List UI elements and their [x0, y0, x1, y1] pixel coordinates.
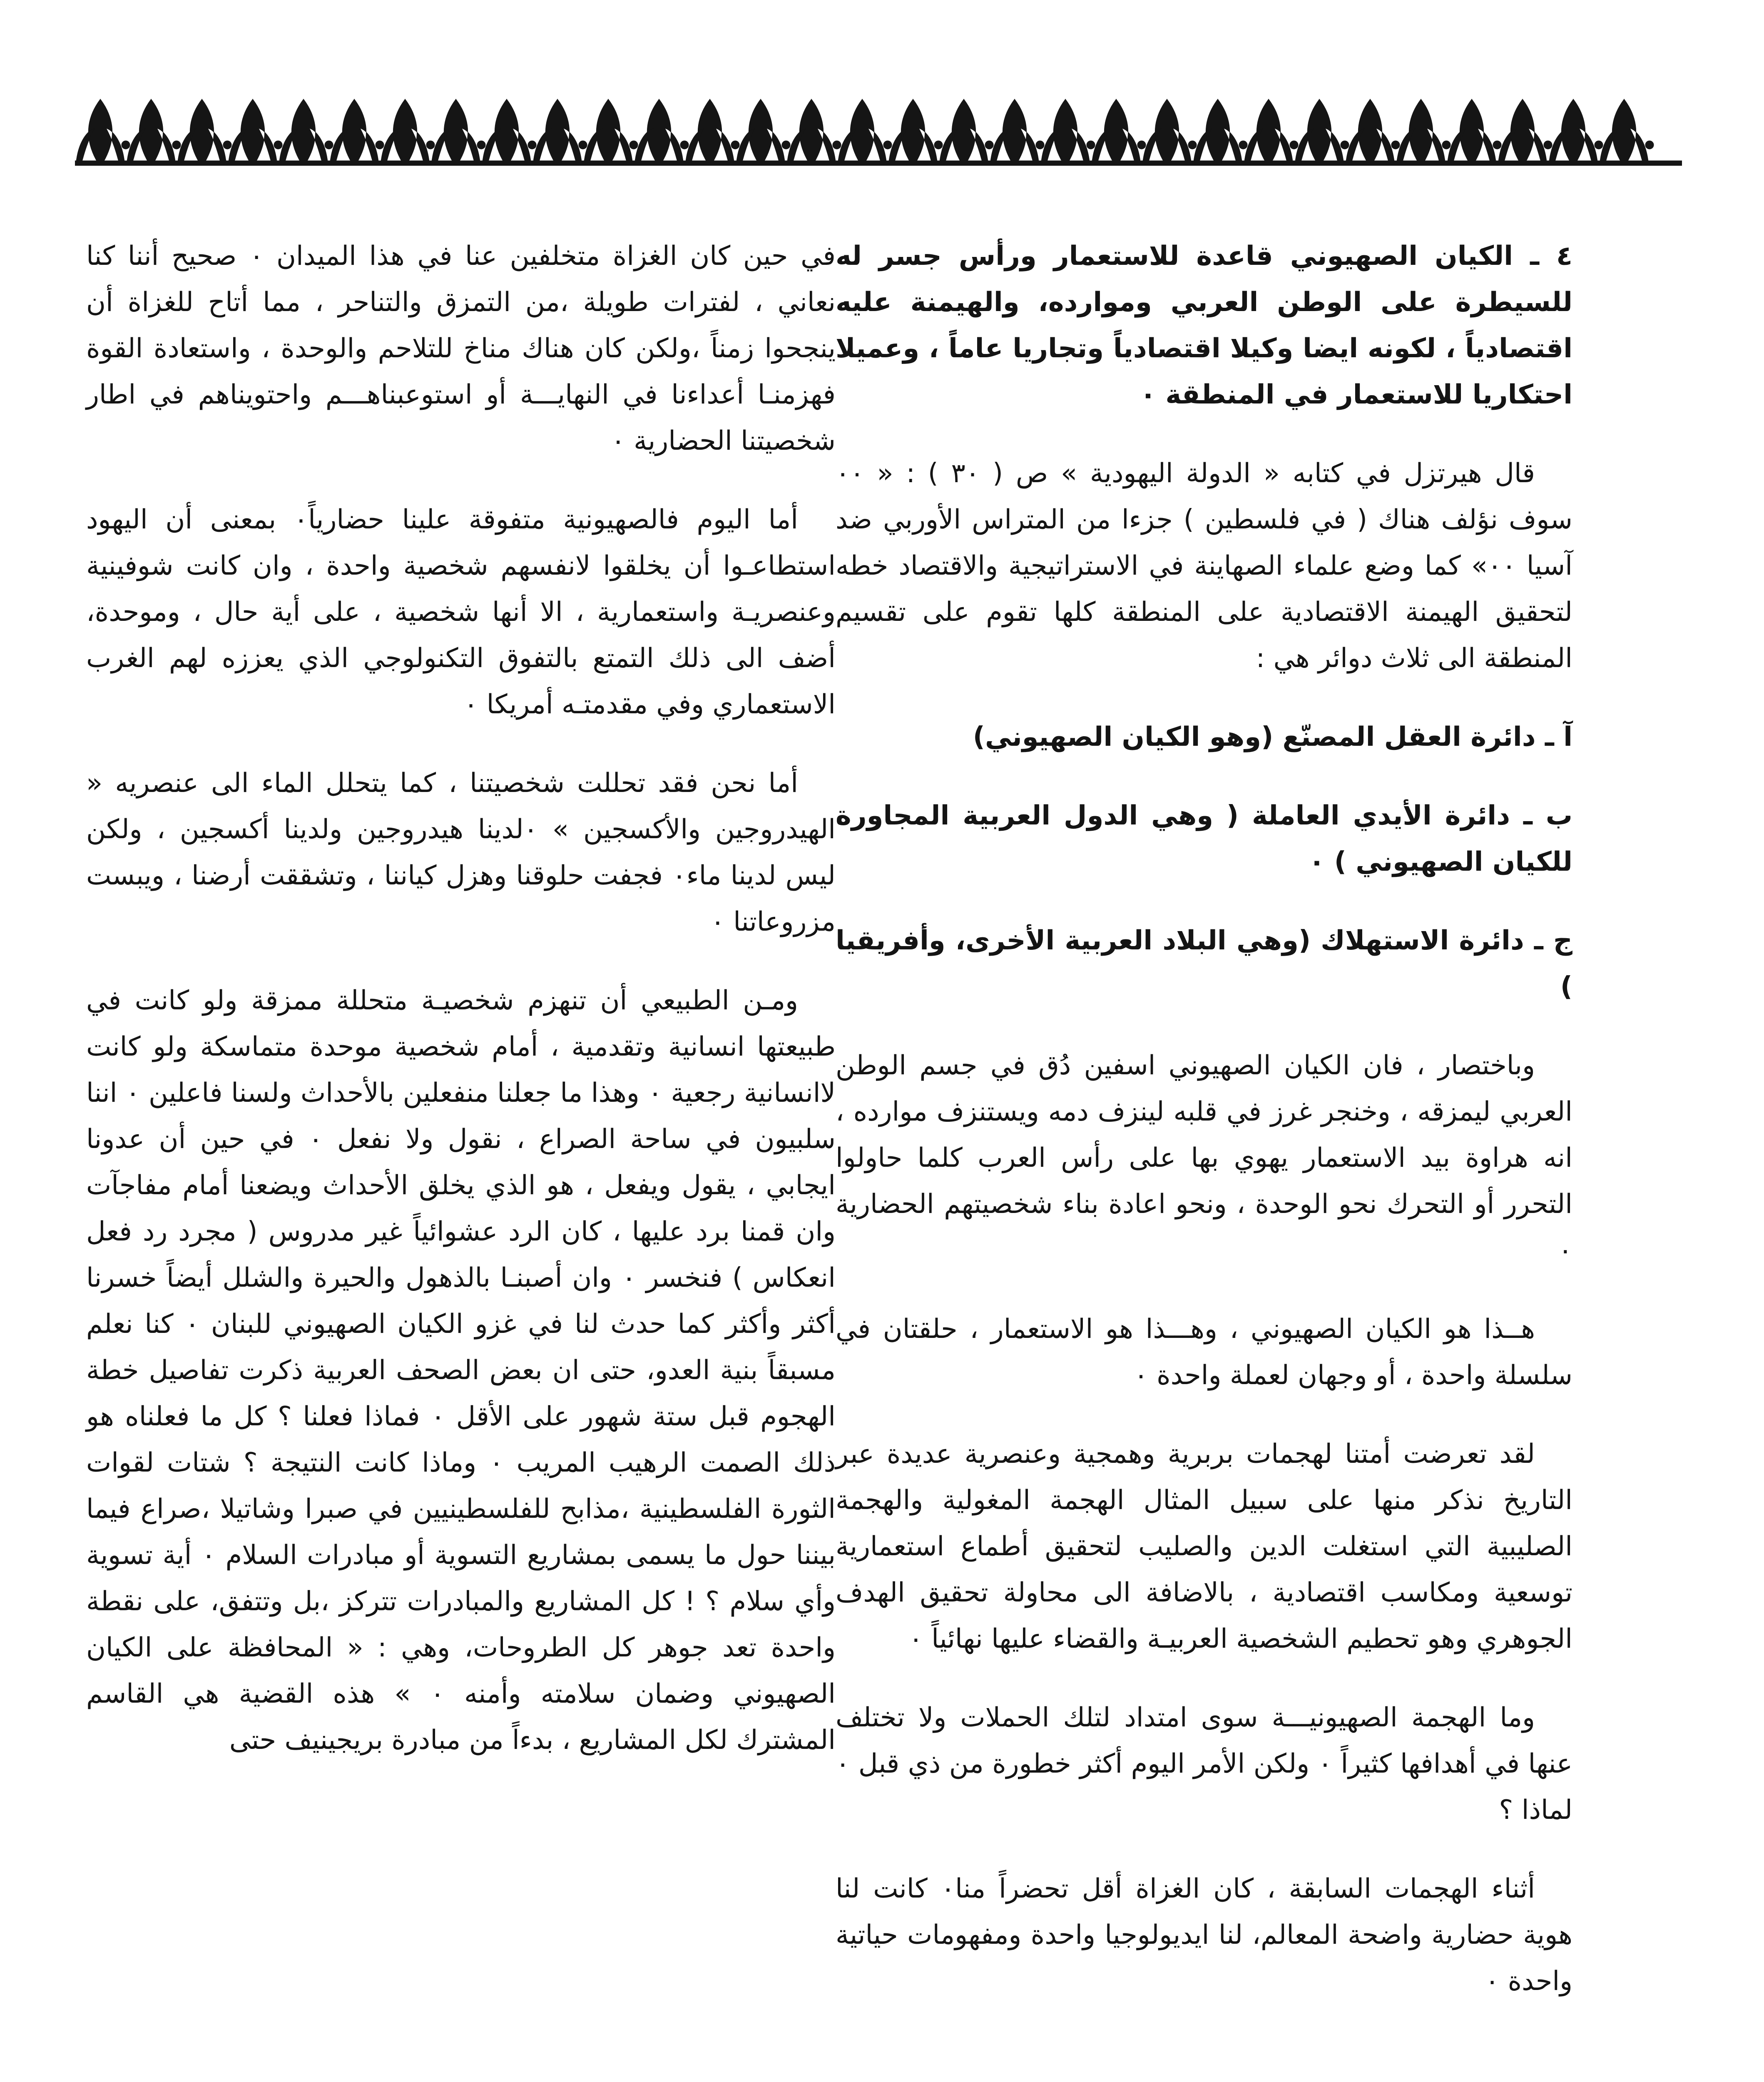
ornament-dot [883, 141, 892, 149]
list-item: ج ـ دائرة الاستهلاك (وهي البلاد العربية الأخرى، وأفريقيا ) [836, 925, 1572, 1002]
paragraph: وباختصار ، فان الكيان الصهيوني اسفين دُق في جسم الوطن العربي ليمزقه ، وخنجر غرز في قلبه لينزف دمه ويستنزف موارده ، انه هراوة بيد الاستعمار يهوي بها على رأس العرب كلما حاولوا التحرر أو التحرك نحو الوحدة ، ونحو اعادة بناء شخصيتهم الحضارية ٠ [836, 1050, 1572, 1266]
ornament-motif [229, 99, 277, 162]
ornament-dot [1036, 141, 1044, 149]
ornament-baseline [75, 161, 1682, 166]
ornament-motif [736, 99, 785, 162]
paragraph: ٤ ـ الكيان الصهيوني قاعدة للاستعمار ورأس جسر له للسيطرة على الوطن العربي وموارده، والهيمنة عليه اقتصادياً ، لكونه ايضا وكيلا اقتصادياً وتجاريا عاماً ، وعميلا احتكاريا للاستعمار في المنطقة ٠ [836, 241, 1572, 410]
list-item: آ ـ دائرة العقل المصنّع (وهو الكيان الصهيوني) [973, 722, 1572, 752]
ornament-motif [1295, 99, 1344, 162]
ornament-dot [528, 141, 536, 149]
ornament-dot [1544, 141, 1552, 149]
ornament-motif [1397, 99, 1445, 162]
ornament-motif [990, 99, 1039, 162]
paragraph: في حين كان الغزاة متخلفين عنا في هذا الميدان ٠ صحيح أننا كنا نعاني ، لفترات طويلة ،من التمزق والتناحر ، مما أتاح للغزاة أن ينجحوا زمناً ،ولكن كان هناك مناخ للتلاحم والوحدة ، واستعادة القوة فهزمنـا أعداءنا في النهايـــة أو استوعبناهـــم واحتويناهم في اطار شخصيتنا الحضارية ٠ [86, 241, 836, 456]
ornament-motif [127, 99, 175, 162]
paragraph: هــذا هو الكيان الصهيوني ، وهـــذا هو الاستعمار ، حلقتان في سلسلة واحدة ، أو وجهان لعملة واحدة ٠ [836, 1314, 1572, 1391]
ornament-motif [533, 99, 582, 162]
ornament-dot [985, 141, 993, 149]
ornament-dot [1341, 141, 1349, 149]
ornament-dot [1290, 141, 1298, 149]
list-item: ب ـ دائرة الأيدي العاملة ( وهي الدول العربية المجاورة للكيان الصهيوني ) ٠ [836, 800, 1572, 877]
ornament-motif [483, 99, 531, 162]
ornament-motif [1092, 99, 1140, 162]
ornament-motif [940, 99, 988, 162]
ornament-motif [76, 99, 124, 162]
ornament-dot [1442, 141, 1451, 149]
ornament-dot [1595, 141, 1603, 149]
ornament-dot [680, 141, 689, 149]
paragraph: أثناء الهجمات السابقة ، كان الغزاة أقل تحضراً منا٠ كانت لنا هوية حضارية واضحة المعالم، لنا ايديولوجيا واحدة ومفهومات حياتية واحدة ٠ [836, 1873, 1572, 1997]
ornament-dot [325, 141, 333, 149]
ornament-motif [1448, 99, 1496, 162]
paragraph: ومـن الطبيعي أن تنهزم شخصيـة متحللة ممزقة ولو كانت في طبيعتها انسانية وتقدمية ، أمام شخصية موحدة متماسكة ولو كانت لاانسانية رجعية ٠ وهذا ما جعلنا منفعلين بالأحداث ولسنا فاعلين ٠ اننا سلبيون في ساحة الصراع ، نقول ولا نفعل ٠ في حين أن عدونا ايجابي ، يقول ويفعل ، هو الذي يخلق الأحداث ويضعنا أمام مفاجآت وان قمنا برد عليها ، كان الرد عشوائياً غير مدروس ( مجرد رد فعل انعكاس ) فنخسر ٠ وان أصبنـا بالذهول والحيرة والشلل أيضاً خسرنا أكثر وأكثر كما حدث لنا في غزو الكيان الصهيوني للبنان ٠ كنا نعلم مسبقاً بنية العدو، حتى ان بعض الصحف العربية ذكرت تفاصيل خطة الهجوم قبل ستة شهور على الأقل ٠ فماذا فعلنا ؟ كل ما فعلناه هو ذلك الصمت الرهيب المريب ٠ وماذا كانت النتيجة ؟ شتات لقوات الثورة الفلسطينية ،مذابح للفلسطينيين في صبرا وشاتيلا ،صراع فيما بيننا حول ما يسمى بمشاريع التسوية أو مبادرات السلام ٠ أية تسوية وأي سلام ؟ ! كل المشاريع والمبادرات تتركز ،بل وتتفق، على نقطة واحدة تعد جوهر كل الطروحات، وهي : « المحافظة على الكيان الصهيوني وضمان سلامته وأمنه ٠ » هذه القضية هي القاسم المشترك لكل المشاريع ، بدءاً من مبادرة بريجينيف حتى [86, 985, 836, 1756]
text-column-right [836, 233, 1572, 2037]
ornament-motif [1041, 99, 1090, 162]
paragraph: أما نحن فقد تحللت شخصيتنا ، كما يتحلل الماء الى عنصريه « الهيدروجين والأكسجين » ٠لدينا هيدروجين ولدينا أكسجين ، ولكن ليس لدينا ماء٠ فجفت حلوقنا وهزل كياننا ، وتشققت أرضنا ، ويبست مزروعاتنا ٠ [86, 768, 836, 937]
ornament-dot [1645, 141, 1654, 149]
ornament-dot [629, 141, 638, 149]
ornament-motif [1498, 99, 1547, 162]
ornament-dot [1087, 141, 1095, 149]
ornament-motif [635, 99, 683, 162]
ornament-motif [1194, 99, 1242, 162]
ornament-dot [1188, 141, 1197, 149]
ornament-dot [274, 141, 282, 149]
ornament-motif [787, 99, 836, 162]
text-column-left [86, 233, 836, 1796]
ornament-dot [122, 141, 130, 149]
decorative-border [75, 95, 1682, 166]
ornament-motif [1549, 99, 1597, 162]
ornament-dot [172, 141, 181, 149]
ornament-dot [1493, 141, 1501, 149]
ornament-dot [223, 141, 231, 149]
paragraph: أما اليوم فالصهيونية متفوقة علينا حضارياً٠ بمعنى أن اليهود استطاعـوا أن يخلقوا لانفسهم شخصية واحدة ، وان كانت شوفينية وعنصريـة واستعمارية ، الا أنها شخصية ، على أية حال ، وموحدة، أضف الى ذلك التمتع بالتفوق التكنولوجي الذي يعززه لهم الغرب الاستعماري وفي مقدمتـه أمريكا ٠ [86, 504, 836, 720]
ornament-motif [432, 99, 480, 162]
ornament-motif [279, 99, 328, 162]
ornament-dot [426, 141, 435, 149]
ornament-dot [1137, 141, 1146, 149]
ornament-motif [686, 99, 734, 162]
ornament-motif [330, 99, 378, 162]
ornament-dot [1239, 141, 1247, 149]
ornament-dot [477, 141, 485, 149]
ornament-motif [178, 99, 226, 162]
ornament-dot [1391, 141, 1400, 149]
ornament-motif [584, 99, 632, 162]
ornament-dot [782, 141, 790, 149]
ornament-motif [381, 99, 429, 162]
ornament-motif [1143, 99, 1191, 162]
ornament-motif [1244, 99, 1293, 162]
ornament-dot [833, 141, 841, 149]
ornament-motif [889, 99, 937, 162]
paragraph: وما الهجمة الصهيونيـــة سوى امتداد لتلك الحملات ولا تختلف عنها في أهدافها كثيراً ٠ ولكن الأمر اليوم أكثر خطورة من ذي قبل ٠ لماذا ؟ [836, 1702, 1572, 1825]
ornament-motif [1346, 99, 1394, 162]
ornament-dot [376, 141, 384, 149]
ornament-motif [838, 99, 886, 162]
paragraph: قال هيرتزل في كتابه « الدولة اليهودية » ص ( ٣٠ ) : « ٠٠ سوف نؤلف هناك ( في فلسطين ) جزءا من المتراس الأوربي ضد آسيا ٠٠» كما وضع علماء الصهاينة في الاستراتيجية والاقتصاد خطه لتحقيق الهيمنة الاقتصادية على المنطقة كلها تقوم على تقسيم المنطقة الى ثلاث دوائر هي : [836, 458, 1573, 674]
ornament-dot [934, 141, 943, 149]
paragraph: لقد تعرضت أمتنا لهجمات بربرية وهمجية وعنصرية عديدة عبر التاريخ نذكر منها على سبيل المثال الهجمة المغولية والهجمة الصليبية التي استغلت الدين والصليب لتحقيق أطماع استعمارية توسعية ومكاسب اقتصادية ، بالاضافة الى محاولة تحقيق الهدف الجوهري وهو تحطيم الشخصية العربيـة والقضاء عليها نهائياً ٠ [836, 1439, 1572, 1654]
ornament-dot [579, 141, 587, 149]
ornament-dot [731, 141, 739, 149]
ornament-motif [1600, 99, 1648, 162]
